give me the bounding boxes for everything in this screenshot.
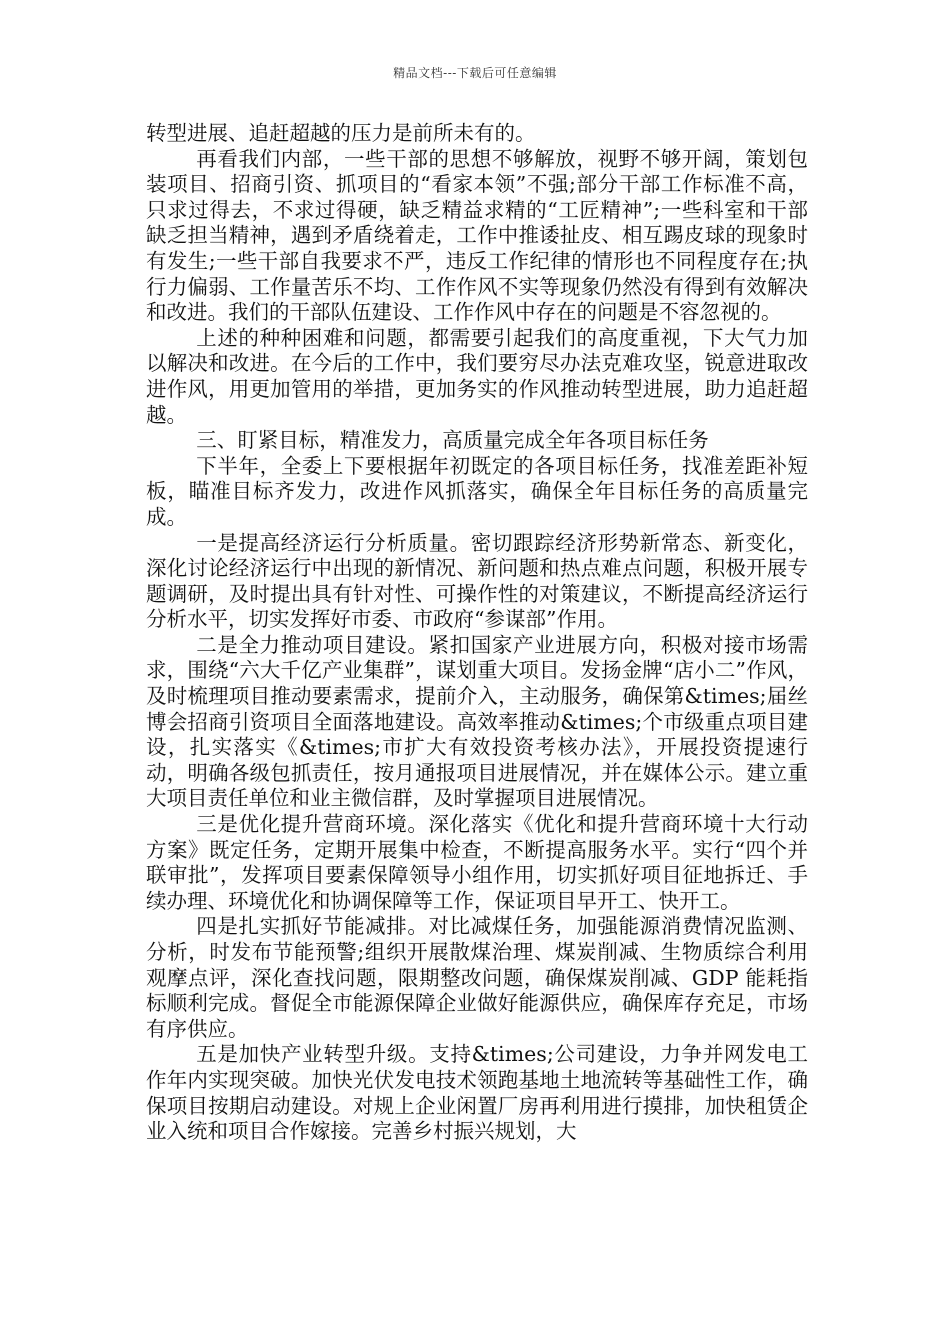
page-header: 精品文档---下载后可任意编辑 <box>393 66 557 80</box>
paragraph: 上述的种种困难和问题，都需要引起我们的高度重视，下大气力加以解决和改进。在今后的工作中，我们要穷尽办法克难攻坚，锐意进取改进作风，用更加管用的举措，更加务实的作风推动转型进展，助力追赶超越。 <box>146 325 808 427</box>
section-heading: 三、盯紧目标，精准发力，高质量完成全年各项目标任务 <box>196 428 709 453</box>
paragraph: 二是全力推动项目建设。紧扣国家产业进展方向，积极对接市场需求，围绕“六大千亿产业集群”，谋划重大项目。发扬金牌“店小二”作风，及时梳理项目推动要素需求，提前介入，主动服务，确保第&times;届丝博会招商引资项目全面落地建设。高效率推动&times;个市级重点项目建设，扎实落实《&times;市扩大有效投资考核办法》，开展投资提速行动，明确各级包抓责任，按月通报项目进展情况，并在媒体公示。建立重大项目责任单位和业主微信群，及时掌握项目进展情况。 <box>146 632 808 811</box>
paragraph: 下半年，全委上下要根据年初既定的各项目标任务，找准差距补短板，瞄准目标齐发力，改进作风抓落实，确保全年目标任务的高质量完成。 <box>146 453 808 529</box>
document-body <box>146 121 808 1145</box>
paragraph: 转型进展、追赶超越的压力是前所未有的。 <box>146 121 536 145</box>
paragraph: 四是扎实抓好节能减排。对比减煤任务，加强能源消费情况监测、分析，时发布节能预警;组织开展散煤治理、煤炭削减、生物质综合利用观摩点评，深化查找问题，限期整改问题，确保煤炭削减、GDP 能耗指标顺利完成。督促全市能源保障企业做好能源供应，确保库存充足，市场有序供应。 <box>146 914 808 1041</box>
paragraph: 五是加快产业转型升级。支持&times;公司建设，力争并网发电工作年内实现突破。加快光伏发电技术领跑基地土地流转等基础性工作，确保项目按期启动建设。对规上企业闲置厂房再利用进行摸排，加快租赁企业入统和项目合作嫁接。完善乡村振兴规划，大 <box>146 1042 808 1144</box>
paragraph: 三是优化提升营商环境。深化落实《优化和提升营商环境十大行动方案》既定任务，定期开展集中检查，不断提高服务水平。实行“四个并联审批”，发挥项目要素保障领导小组作用，切实抓好项目征地拆迁、手续办理、环境优化和协调保障等工作，保证项目早开工、快开工。 <box>146 812 808 913</box>
paragraph: 一是提高经济运行分析质量。密切跟踪经济形势新常态、新变化，深化讨论经济运行中出现的新情况、新问题和热点难点问题，积极开展专题调研，及时提出具有针对性、可操作性的对策建议，不断提高经济运行分析水平，切实发挥好市委、市政府“参谋部”作用。 <box>146 530 808 632</box>
paragraph: 再看我们内部，一些干部的思想不够解放，视野不够开阔，策划包装项目、招商引资、抓项目的“看家本领”不强;部分干部工作标准不高，只求过得去，不求过得硬，缺乏精益求精的“工匠精神”;一些科室和干部缺乏担当精神，遇到矛盾绕着走，工作中推诿扯皮、相互踢皮球的现象时有发生;一些干部自我要求不严，违反工作纪律的情形也不同程度存在;执行力偏弱、工作量苦乐不均、工作作风不实等现象仍然没有得到有效解决和改进。我们的干部队伍建设、工作作风中存在的问题是不容忽视的。 <box>146 146 808 325</box>
